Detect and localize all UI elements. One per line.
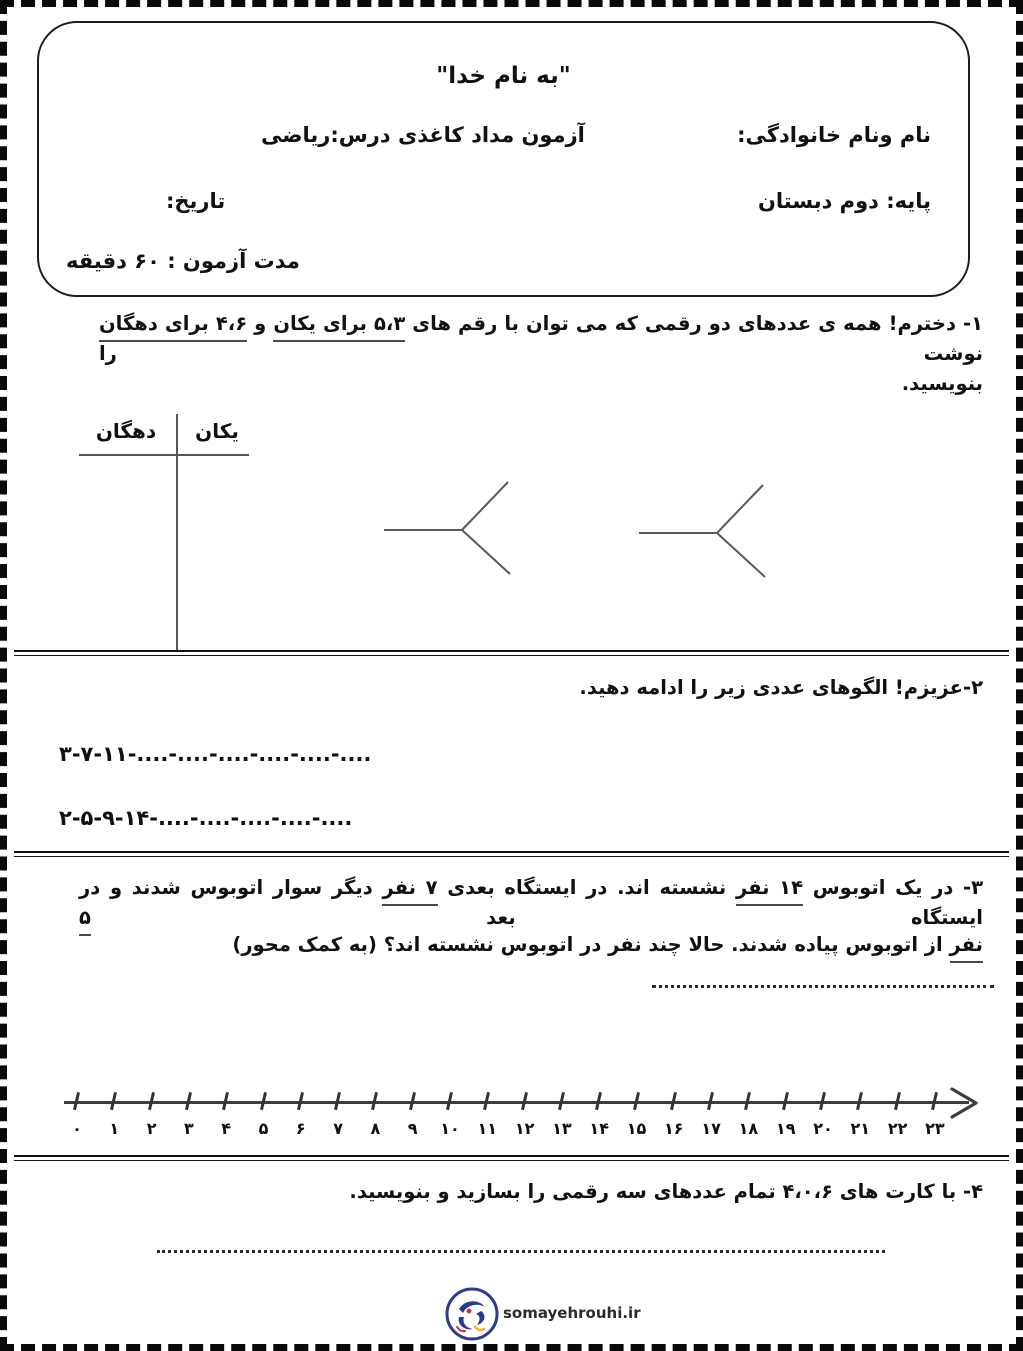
number-line-label: ۳ [184,1119,194,1138]
number-line-label: ۱۳ [552,1119,572,1138]
decomposition-branch-diagram-2 [637,473,797,585]
number-line-label: ۱۴ [589,1119,609,1138]
number-line-label: ۶ [295,1119,306,1138]
q3-answer-dotted-line[interactable] [652,985,994,988]
grade-label: پایه: دوم دبستان [757,189,931,213]
place-value-chart-vertical-line [176,414,178,652]
question-1-text [99,309,983,369]
number-pattern-1: ۳-۷-۱۱-....-....-....-....-....-.... [59,742,372,766]
question-3-line1 [79,873,983,933]
q3-seg3: دیگر سوار اتوبوس شدند و در ایستگاه بعد [79,876,983,930]
number-line-label: ۸ [370,1119,381,1138]
exam-type-label: آزمون مداد کاغذی درس:ریاضی [261,123,585,147]
number-line-label: ۱۲ [514,1119,535,1138]
number-line-label: ۱۵ [626,1119,647,1138]
duration-label: مدت آزمون : ۶۰ دقیقه [66,249,300,273]
q3-seven-underlined: ۷ نفر [382,876,437,906]
site-url-text: somayehrouhi.ir [503,1304,641,1322]
number-line-label: ۹ [407,1119,418,1138]
number-line-label: ۱ [109,1119,120,1138]
q1-lead: ۱- دخترم! همه ی عددهای دو رقمی که می توان با رقم های [412,312,983,335]
number-line-axis [64,1101,969,1104]
number-line-label: ۲ [146,1119,157,1138]
question-4-text: ۴- با کارت های ۴،۰،۶ تمام عددهای سه رقمی را بسازید و بنویسید. [349,1180,983,1203]
decomposition-branch-diagram-1 [382,470,542,582]
bismillah-title: "به نام خدا" [436,63,571,89]
question-1-line2: بنویسید. [901,372,983,395]
q1-units-digits-underlined: ۵،۳ برای یکان [273,312,405,342]
q3-seg1: ۳- در یک اتوبوس [812,876,984,899]
number-line-label: ۱۹ [775,1119,796,1138]
q3-five-underlined: ۵ [79,906,91,936]
q3-fourteen-underlined: ۱۴ نفر [736,876,803,906]
header-box [37,21,970,297]
number-pattern-2: ۲-۵-۹-۱۴-....-....-....-....-.... [59,806,353,830]
date-label: تاریخ: [166,189,226,213]
number-line-label: ۱۸ [738,1119,759,1138]
q4-answer-dotted-line[interactable] [157,1250,885,1253]
number-line-label: ۲۰ [813,1119,833,1138]
q1-tail: نوشت را [99,342,983,366]
q1-tens-digits-underlined: ۴،۶ برای دهگان [99,312,247,342]
number-line-arrow-icon [950,1087,980,1119]
number-line-label: ۰ [72,1119,82,1138]
number-line-label: ۲۱ [850,1119,871,1138]
q1-and: و [254,312,267,335]
section-separator-1 [14,650,1009,656]
number-line-label: ۱۰ [440,1119,460,1138]
q3-nafar-underlined: نفر [950,933,984,963]
number-line-label: ۵ [258,1119,269,1138]
number-line-label: ۱۱ [477,1119,498,1138]
number-line-label: ۱۷ [701,1119,721,1138]
number-line-label: ۷ [333,1119,343,1138]
question-3-line2 [232,930,983,960]
section-separator-2 [14,851,1009,857]
question-2-title: ۲-عزیزم! الگوهای عددی زیر را ادامه دهید. [579,676,983,699]
tens-column-header: دهگان [95,419,157,443]
ones-column-header: یکان [195,419,239,443]
q3-seg2: نشسته اند. در ایستگاه بعدی [447,876,727,899]
number-line-label: ۲۲ [887,1119,908,1138]
site-logo-icon [445,1287,499,1341]
number-line-label: ۴ [221,1119,232,1138]
section-separator-3 [14,1155,1009,1161]
q3-seg4: از اتوبوس پیاده شدند. حالا چند نفر در اتوبوس نشسته اند؟ (به کمک محور) [232,933,943,956]
number-line [62,1079,992,1151]
number-line-label: ۱۶ [664,1119,684,1138]
number-line-label: ۲۳ [925,1119,945,1138]
place-value-chart-horizontal-line [79,454,249,456]
student-name-label: نام ونام خانوادگی: [737,123,931,147]
